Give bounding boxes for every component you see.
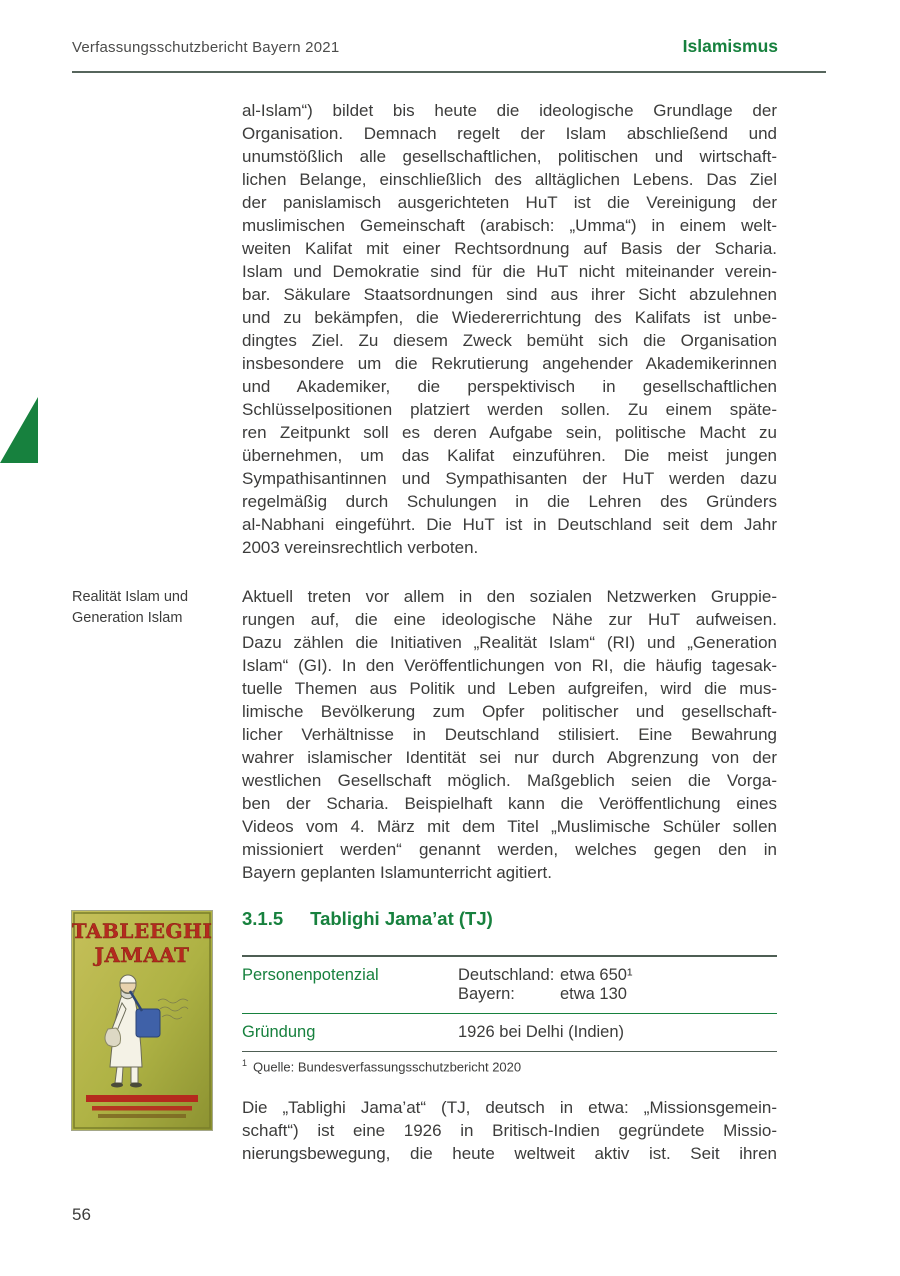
text-line: al-Nabhani eingeführt. Die HuT ist in Deutschland seit dem Jahr — [242, 515, 777, 534]
text-line: wahrer islamischer Identität sei nur durch Abgrenzung von der — [242, 748, 777, 767]
entry-value: etwa 130 — [560, 985, 627, 1003]
cover-title-line2: JAMAAT — [94, 943, 190, 967]
text-line: Sympathisantinnen und Sympathisanten der HuT werden dazu — [242, 469, 777, 488]
paragraph-hut-ideology — [242, 99, 777, 559]
text-line: der panislamisch ausgerichteten HuT ist die Vereinigung der — [242, 193, 777, 212]
cover-title-line1: TABLEEGHI — [72, 919, 212, 943]
blue-bag — [136, 1009, 160, 1037]
text-line: weiten Kalifat mit einer Rechtsordnung auf Basis der Scharia. — [242, 239, 777, 258]
leg — [115, 1067, 123, 1083]
foot — [111, 1083, 123, 1088]
text-line: Islam und Demokratie sind für die HuT nicht miteinander verein- — [242, 262, 777, 281]
text-line: und Akademiker, die perspektivisch in gesellschaftlichen — [242, 377, 777, 396]
infobox-row-gruendung — [242, 1013, 777, 1051]
footnote — [242, 1058, 521, 1074]
text-line: übernehmen, um das Kalifat einzuführen. Die meist jungen — [242, 446, 777, 465]
text-line: tuelle Themen aus Politik und Leben aufgreifen, wird die mus- — [242, 679, 777, 698]
bundle — [105, 1028, 121, 1047]
infobox-values — [458, 966, 632, 1004]
text-line: insbesondere um die Rekrutierung angehender Akademikerinnen — [242, 354, 777, 373]
text-line: Schlüsselpositionen platziert werden sollen. Zu einem späte- — [242, 400, 777, 419]
text-line: nierungsbewegung, die heute weltweit aktiv ist. Seit ihren — [242, 1144, 777, 1163]
section-heading — [242, 908, 493, 930]
infobox-row-personenpotenzial — [242, 957, 777, 1013]
entry-text: 1926 bei Delhi (Indien) — [458, 1023, 625, 1041]
paragraph-tablighi-jamaat — [242, 1096, 777, 1165]
text-line: Dazu zählen die Initiativen „Realität Islam“ (RI) und „Generation — [242, 633, 777, 652]
section-title: Tablighi Jama’at (TJ) — [310, 908, 493, 929]
infobox-entry — [458, 1023, 624, 1042]
leg — [131, 1067, 138, 1083]
text-line: Videos vom 4. März mit dem Titel „Muslimische Schüler sollen — [242, 817, 777, 836]
text-line: limische Bevölkerung zum Opfer politischer und gesellschaft- — [242, 702, 777, 721]
cover-footer-text — [86, 1095, 198, 1118]
text-line: westlichen Gesellschaft möglich. Maßgeblich seien die Vorga- — [242, 771, 777, 790]
header-rule — [72, 71, 826, 73]
text-line: Aktuell treten vor allem in den sozialen Netzwerken Gruppie- — [242, 587, 777, 606]
text-line: unumstößlich alle gesellschaftlichen, politischen und wirtschaft- — [242, 147, 777, 166]
page-header — [72, 36, 826, 57]
text-line: ben der Scharia. Beispielhaft kann die Veröffentlichung eines — [242, 794, 777, 813]
margin-note — [72, 587, 240, 629]
text-line: lichen Belange, einschließlich des alltäglichen Lebens. Das Ziel — [242, 170, 777, 189]
text-line: al-Islam“) bildet bis heute die ideologische Grundlage der — [242, 101, 777, 120]
infobox-entry — [458, 966, 632, 985]
text-line: muslimischen Gemeinschaft (arabisch: „Umma“) in einem welt- — [242, 216, 777, 235]
entry-key: Deutschland: — [458, 966, 555, 984]
foot — [130, 1083, 142, 1088]
entry-key: Bayern: — [458, 985, 515, 1003]
infobox-values — [458, 1023, 624, 1042]
text-line: regelmäßig durch Schulungen in die Lehren des Gründers — [242, 492, 777, 511]
text-line: schaft“) ist eine 1926 in Britisch-Indien gegründete Missio- — [242, 1121, 777, 1140]
text-line: und zu bekämpfen, die Wiedererrichtung des Kalifats ist unbe- — [242, 308, 777, 327]
header-chapter-title: Islamismus — [682, 36, 778, 56]
footnote-marker: 1 — [242, 1058, 248, 1068]
header-document-title: Verfassungsschutzbericht Bayern 2021 — [72, 39, 340, 56]
margin-note-line: Realität Islam und — [72, 589, 189, 605]
book-cover-art — [72, 911, 212, 1130]
infobox-table — [242, 955, 777, 1052]
infobox-entry — [458, 985, 632, 1004]
book-cover-image — [72, 911, 212, 1130]
chapter-edge-triangle — [0, 397, 38, 463]
paragraph-social-networks — [242, 585, 777, 884]
text-line: Bayern geplanten Islamunterricht agitiert. — [242, 863, 552, 882]
section-number: 3.1.5 — [242, 908, 284, 929]
text-line: ren Zeitpunkt soll es deren Aufgabe sein, politische Macht zu — [242, 423, 777, 442]
page-number: 56 — [72, 1205, 91, 1224]
text-line: rungen auf, die eine ideologische Nähe zur HuT aufweisen. — [242, 610, 777, 629]
entry-value: etwa 650¹ — [560, 966, 633, 984]
text-line: Organisation. Demnach regelt der Islam abschließend und — [242, 124, 777, 143]
footnote-text: Quelle: Bundesverfassungsschutzbericht 2020 — [253, 1059, 522, 1075]
infobox-label: Gründung — [242, 1023, 316, 1041]
margin-note-line: Generation Islam — [72, 610, 183, 626]
text-line: licher Verhältnisse in Deutschland stilisiert. Eine Bewahrung — [242, 725, 777, 744]
text-line: missioniert werden“ genannt werden, welches gegen den in — [242, 840, 777, 859]
text-line: 2003 vereinsrechtlich verboten. — [242, 538, 479, 557]
infobox-label: Personenpotenzial — [242, 966, 379, 984]
text-line: bar. Säkulare Staatsordnungen sind aus ihrer Sicht abzulehnen — [242, 285, 777, 304]
text-line: dingtes Ziel. Zu diesem Zweck bemüht sich die Organisation — [242, 331, 777, 350]
text-line: Die „Tablighi Jama’at“ (TJ, deutsch in etwa: „Missionsgemein- — [242, 1098, 777, 1117]
text-line: Islam“ (GI). In den Veröffentlichungen von RI, die häufig tagesak- — [242, 656, 777, 675]
